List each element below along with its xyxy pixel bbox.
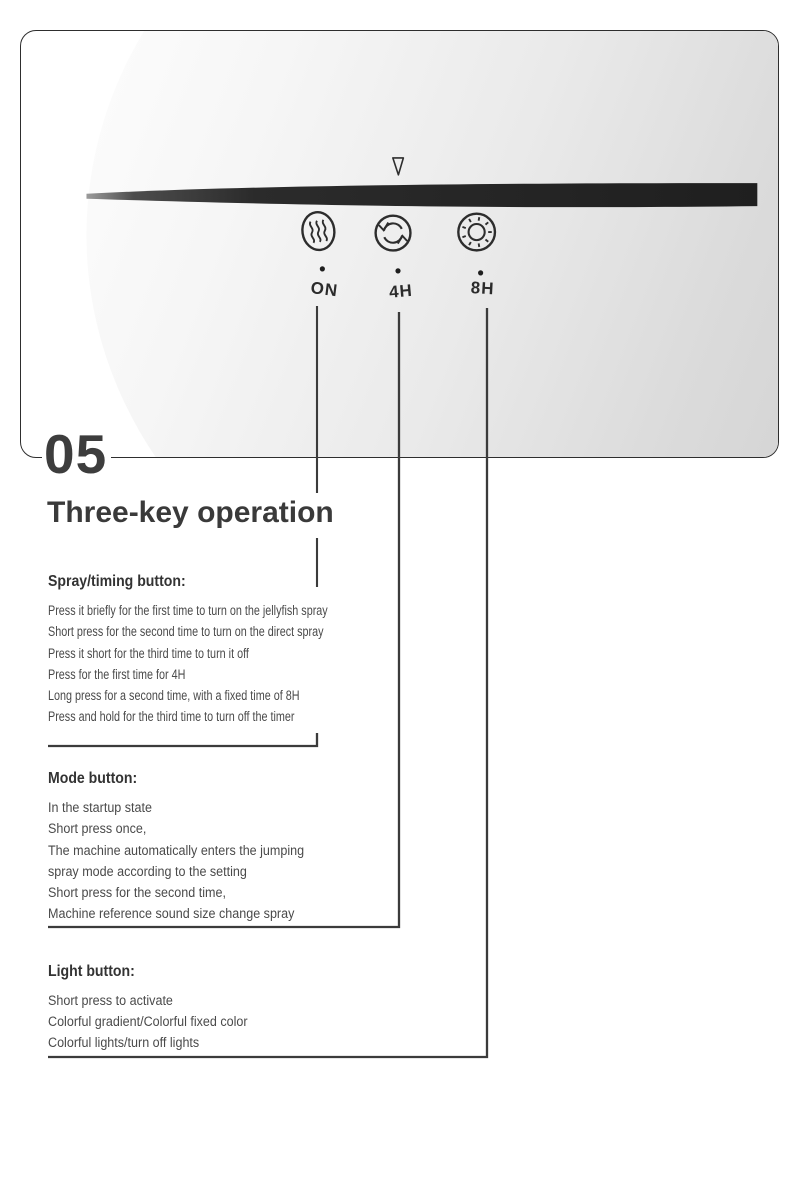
- section-text-line: The machine automatically enters the jumping: [48, 842, 305, 858]
- indicator-dot-on: [320, 266, 325, 271]
- product-photo: [20, 30, 779, 458]
- section-number: 05: [42, 427, 111, 482]
- section-text-line: Machine reference sound size change spray: [48, 906, 295, 922]
- section-text-line: Short press for the second time,: [48, 885, 226, 901]
- product-photo-art: [21, 31, 778, 457]
- leader-on-bracket: [48, 733, 317, 746]
- section-text-line: spray mode according to the setting: [48, 863, 247, 879]
- section-text-line: Short press for the second time to turn on the direct spray: [48, 624, 324, 640]
- section-text-line: Press it briefly for the first time to turn on the jellyfish spray: [48, 603, 328, 618]
- button-label-on: ON: [309, 278, 340, 301]
- section-text-line: Short press to activate: [48, 993, 173, 1008]
- section-text-line: Colorful gradient/Colorful fixed color: [48, 1014, 248, 1029]
- button-label-8h: 8H: [470, 278, 495, 299]
- indicator-dot-4h: [395, 268, 400, 273]
- section-title: Light button:: [48, 963, 135, 980]
- section-title: Mode button:: [48, 770, 138, 787]
- section-text-line: Press it short for the third time to turn it off: [48, 645, 249, 661]
- indicator-dot-8h: [478, 270, 483, 275]
- button-label-4h: 4H: [388, 280, 414, 302]
- section-mode: [48, 769, 508, 925]
- section-text-line: Press for the first time for 4H: [48, 666, 186, 682]
- section-title: Spray/timing button:: [48, 573, 186, 590]
- section-spray-timing: [48, 572, 508, 728]
- section-text-line: Short press once,: [48, 821, 147, 837]
- section-text-line: Long press for a second time, with a fixed time of 8H: [48, 688, 300, 704]
- device-body: [86, 31, 778, 457]
- section-text-line: Colorful lights/turn off lights: [48, 1035, 200, 1050]
- section-text-line: In the startup state: [48, 800, 153, 815]
- section-text-line: Press and hold for the third time to turn off the timer: [48, 709, 295, 725]
- section-light: [48, 962, 508, 1053]
- page-title: Three-key operation: [47, 496, 334, 529]
